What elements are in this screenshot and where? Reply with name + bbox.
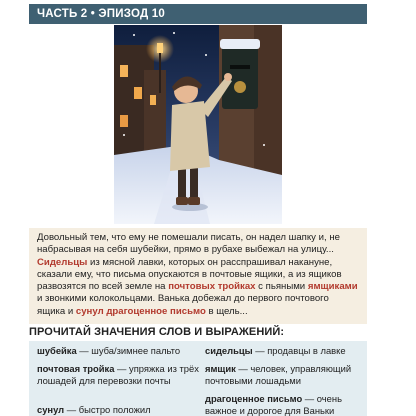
vocab-definition: продавцы в лавке xyxy=(267,345,346,356)
vocab-term: сунул xyxy=(37,404,65,415)
vocab-separator: — xyxy=(302,393,317,404)
vocabulary-box xyxy=(29,341,367,416)
vocab-term: почтовая тройка xyxy=(37,363,115,374)
story-text-6: в щель... xyxy=(205,305,248,317)
vocab-separator: — xyxy=(114,363,130,374)
boy-at-mailbox-picture xyxy=(114,25,282,224)
highlight-sidelcy: Сидельцы xyxy=(37,256,88,268)
highlight-pochtovye-troiki: почтовых тройках xyxy=(168,281,256,293)
episode-title: ЧАСТЬ 2 • ЭПИЗОД 10 xyxy=(37,8,165,20)
vocab-item xyxy=(37,404,197,416)
vocab-item xyxy=(205,363,365,386)
vocab-separator: — xyxy=(252,345,268,356)
vocab-term: драгоценное письмо xyxy=(205,393,303,404)
story-text-2: из мясной лавки, которых он расспрашивал накануне, сказали ему, что письма опускаются в почтовые ящики, а из ящиков развозятся по всей земле на xyxy=(37,256,342,293)
vocab-term: ямщик xyxy=(205,363,236,374)
story-excerpt xyxy=(29,228,367,324)
vocab-separator: — xyxy=(76,345,92,356)
vocab-separator: — xyxy=(235,363,251,374)
vocab-definition: очень важное и дорогое для Ваньки xyxy=(205,393,342,416)
story-text-3: с пьяными xyxy=(255,281,308,293)
vocab-term: сидельцы xyxy=(205,345,253,356)
vocabulary-heading: ПРОЧИТАЙ ЗНАЧЕНИЯ СЛОВ И ВЫРАЖЕНИЙ: xyxy=(29,326,285,338)
vocab-definition: человек, управляющий почтовыми лошадьми xyxy=(205,363,352,386)
vocab-item xyxy=(37,363,199,386)
story-text-4: и звонкими колокольцами. Ванька добежал до первого почтового ящика и xyxy=(37,293,329,317)
highlight-yamshchiki: ямщиками xyxy=(307,281,358,293)
vocab-term: шубейка xyxy=(37,345,77,356)
vocab-definition: шуба/зимнее пальто xyxy=(91,345,181,356)
vocab-item xyxy=(37,345,197,357)
vocab-definition: быстро положил xyxy=(78,404,151,415)
highlight-dragotsennoe-pismo: драгоценное письмо xyxy=(106,305,206,317)
vocab-definition: упряжка из трёх лошадей для перевозки почты xyxy=(37,363,199,386)
highlight-sunul: сунул xyxy=(75,305,104,317)
vocab-item xyxy=(205,393,365,416)
vocab-item xyxy=(205,345,365,357)
vocab-separator: — xyxy=(64,404,79,415)
story-illustration xyxy=(114,25,282,224)
story-text-1: Довольный тем, что ему не помешали писать, он надел шапку и, не набрасывая на себя шубейки, прямо в рубахе выбежал на улицу... xyxy=(37,232,340,256)
episode-header xyxy=(29,4,367,24)
